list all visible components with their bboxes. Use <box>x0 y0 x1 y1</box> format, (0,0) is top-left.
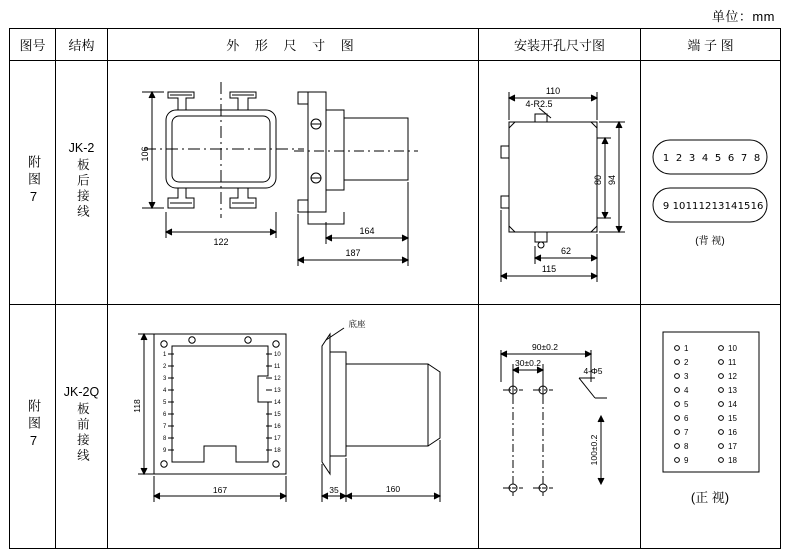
outline-drawing-jk2 <box>108 62 477 304</box>
terminal-left-7: 7 <box>684 427 689 437</box>
dim-164: 164 <box>359 225 375 236</box>
dim-167: 167 <box>212 484 228 495</box>
fig-no-label-2: 附图7 <box>25 398 41 452</box>
terminal-1: 1 <box>662 152 670 164</box>
terminal-left-4: 4 <box>684 385 689 395</box>
cell-structure-2 <box>56 305 108 549</box>
terminal-12: 12 <box>698 200 712 212</box>
svg-text:11: 11 <box>274 363 281 370</box>
cell-fig-no-1 <box>10 61 56 305</box>
terminal-13: 13 <box>711 200 725 212</box>
svg-text:18: 18 <box>274 447 281 454</box>
cell-structure-1 <box>56 61 108 305</box>
terminal-left-2: 2 <box>684 357 689 367</box>
structure-name-1: JK-2 <box>68 140 95 155</box>
terminal-diagram-jk2q <box>641 306 779 548</box>
svg-text:2: 2 <box>163 363 167 370</box>
dim-106: 106 <box>140 145 150 162</box>
dim-187: 187 <box>345 247 361 258</box>
mounting-hole-drawing-jk2q <box>479 306 639 548</box>
svg-text:5: 5 <box>163 399 167 406</box>
terminal-5: 5 <box>714 152 722 164</box>
label-base: 底座 <box>348 318 366 329</box>
terminal-right-15: 15 <box>728 413 737 423</box>
header-mounting-hole: 安装开孔尺寸图 <box>479 29 641 61</box>
svg-text:17: 17 <box>274 435 281 442</box>
dim-122: 122 <box>213 236 229 247</box>
svg-text:6: 6 <box>163 411 167 418</box>
cell-hole-2 <box>479 305 641 549</box>
svg-text:12: 12 <box>274 375 281 382</box>
terminal-left-5: 5 <box>684 399 689 409</box>
svg-text:3: 3 <box>163 375 167 382</box>
cell-fig-no-2 <box>10 305 56 549</box>
table-row <box>10 61 781 305</box>
dimension-table <box>9 28 781 549</box>
terminal-right-18: 18 <box>728 455 737 465</box>
header-fig-no: 图号 <box>10 29 56 61</box>
terminal-left-3: 3 <box>684 371 689 381</box>
dim-100: 100±0.2 <box>589 434 599 465</box>
dim-30: 30±0.2 <box>515 357 541 368</box>
svg-text:9: 9 <box>163 447 167 454</box>
terminal-2: 2 <box>675 152 683 164</box>
dim-4-phi5: 4-Φ5 <box>583 365 603 376</box>
terminal-15: 15 <box>737 200 751 212</box>
svg-text:16: 16 <box>274 423 281 430</box>
svg-text:14: 14 <box>274 399 281 406</box>
terminal-8: 8 <box>753 152 761 164</box>
structure-sub-2: 板前接线 <box>75 402 90 465</box>
svg-text:4: 4 <box>163 387 167 394</box>
terminal-16: 16 <box>750 200 764 212</box>
terminal-left-6: 6 <box>684 413 689 423</box>
terminal-4: 4 <box>701 152 709 164</box>
mounting-hole-drawing-jk2 <box>479 62 639 304</box>
terminal-left-8: 8 <box>684 441 689 451</box>
dim-94: 94 <box>607 174 617 185</box>
cell-terminal-1 <box>641 61 781 305</box>
terminal-right-10: 10 <box>728 343 737 353</box>
terminal-11: 11 <box>685 200 699 212</box>
dim-110: 110 <box>545 85 561 96</box>
cell-outline-2 <box>108 305 479 549</box>
header-outline-dimensions: 外 形 尺 寸 图 <box>108 29 479 61</box>
terminal-3: 3 <box>688 152 696 164</box>
svg-text:15: 15 <box>274 411 281 418</box>
svg-text:7: 7 <box>163 423 167 430</box>
dim-160: 160 <box>385 483 401 494</box>
terminal-caption-2: (正 视) <box>690 489 730 505</box>
terminal-left-1: 1 <box>684 343 689 353</box>
header-terminal: 端 子 图 <box>641 29 781 61</box>
cell-outline-1 <box>108 61 479 305</box>
terminal-14: 14 <box>724 200 738 212</box>
dim-35: 35 <box>329 484 339 495</box>
terminal-diagram-jk2 <box>641 62 779 304</box>
terminal-9: 9 <box>662 200 670 212</box>
structure-sub-1: 板后接线 <box>75 158 90 221</box>
cell-terminal-2 <box>641 305 781 549</box>
dim-80: 80 <box>593 174 603 185</box>
svg-text:1: 1 <box>163 351 167 358</box>
svg-text:10: 10 <box>274 351 281 358</box>
header-structure: 结构 <box>56 29 108 61</box>
dim-118: 118 <box>132 398 142 413</box>
structure-name-2: JK-2Q <box>63 384 100 399</box>
cell-hole-1 <box>479 61 641 305</box>
outline-drawing-jk2q <box>108 306 477 548</box>
terminal-right-12: 12 <box>728 371 737 381</box>
terminal-7: 7 <box>740 152 748 164</box>
dim-115: 115 <box>541 263 557 274</box>
svg-text:8: 8 <box>163 435 167 442</box>
svg-text:13: 13 <box>274 387 281 394</box>
dim-4-r25: 4-R2.5 <box>525 98 553 109</box>
terminal-right-14: 14 <box>728 399 737 409</box>
unit-note: 单位：mm <box>711 9 775 24</box>
terminal-caption-1: (背 视) <box>695 235 725 247</box>
table-header-row <box>10 29 781 61</box>
terminal-right-11: 11 <box>728 357 737 367</box>
fig-no-label-1: 附图7 <box>25 154 41 208</box>
terminal-left-9: 9 <box>684 455 689 465</box>
terminal-right-16: 16 <box>728 427 737 437</box>
terminal-10: 10 <box>672 200 686 212</box>
dim-62: 62 <box>560 245 572 256</box>
table-row <box>10 305 781 549</box>
terminal-6: 6 <box>727 152 735 164</box>
dim-90: 90±0.2 <box>532 341 558 352</box>
terminal-right-17: 17 <box>728 441 737 451</box>
terminal-right-13: 13 <box>728 385 737 395</box>
